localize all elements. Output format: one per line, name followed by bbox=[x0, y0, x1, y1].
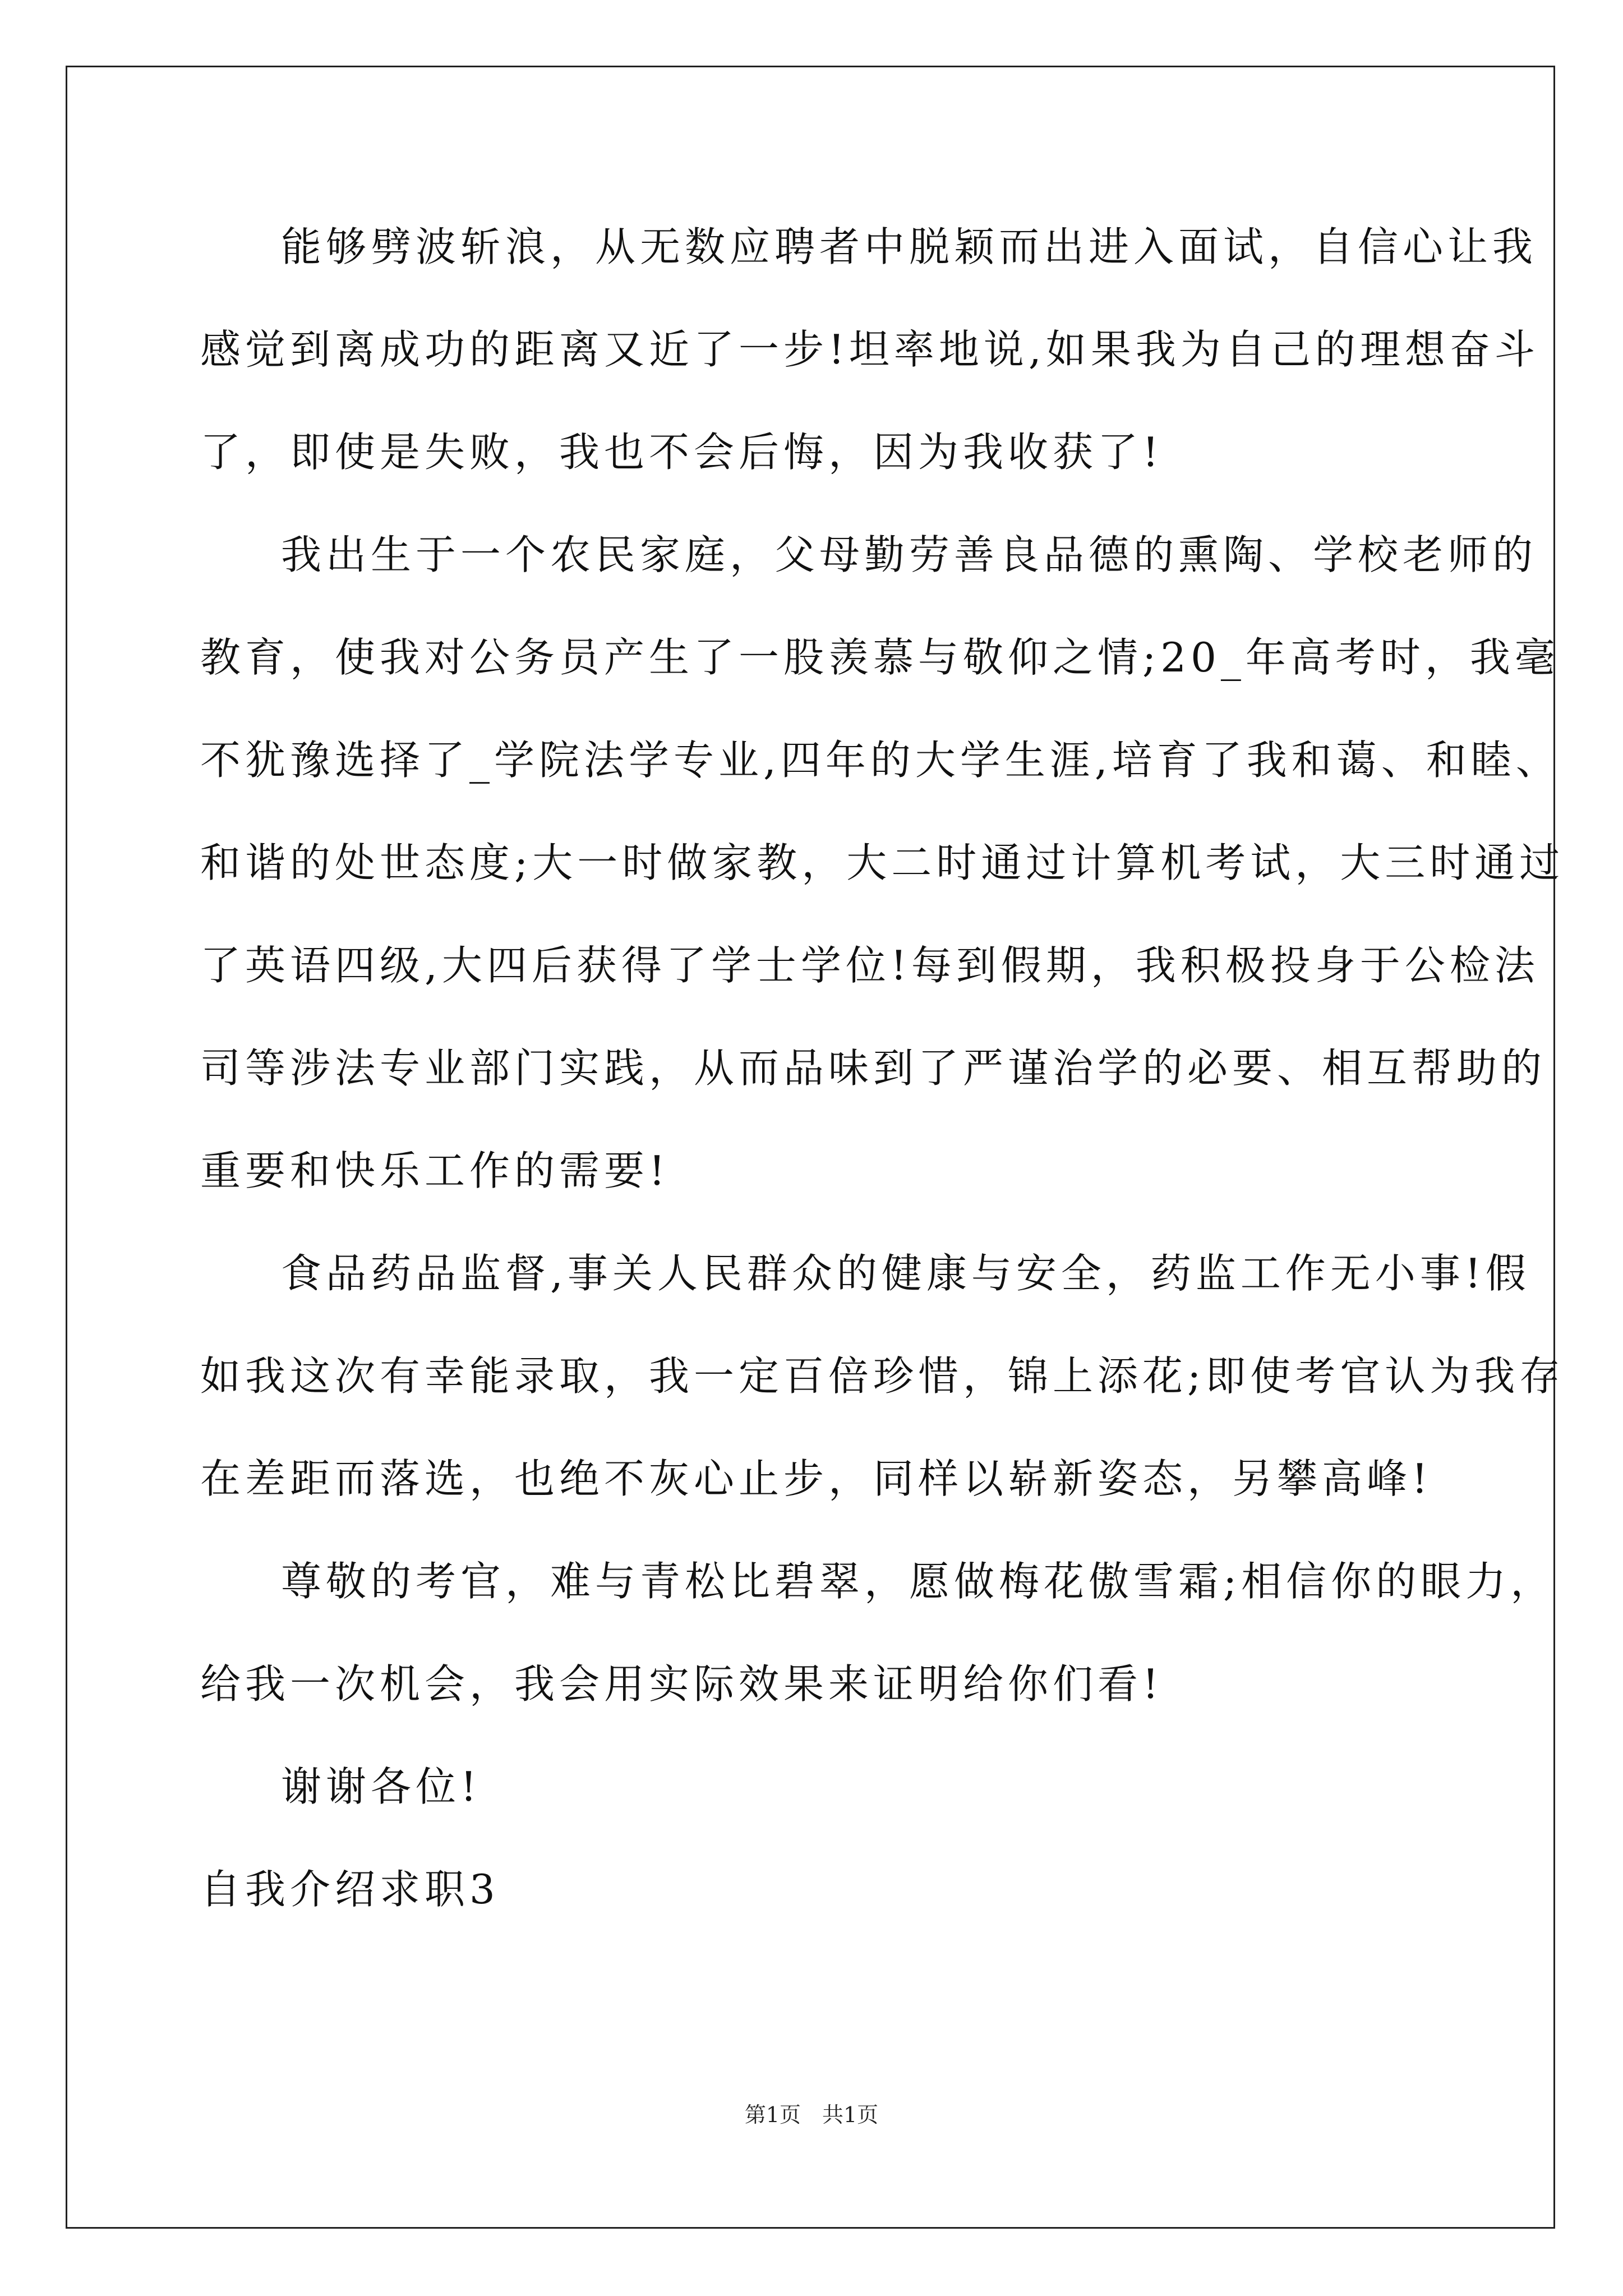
paragraph-2-line-6: 司等涉法专业部门实践，从而品味到了严谨治学的必要、相互帮助的 bbox=[200, 1045, 1547, 1092]
paragraph-3-line-2: 如我这次有幸能录取，我一定百倍珍惜，锦上添花;即使考官认为我存 bbox=[200, 1352, 1565, 1400]
closing-thanks: 谢谢各位! bbox=[281, 1763, 481, 1810]
paragraph-2-line-7: 重要和快乐工作的需要! bbox=[200, 1147, 670, 1194]
paragraph-3-line-1: 食品药品监督,事关人民群众的健康与安全，药监工作无小事!假 bbox=[281, 1250, 1530, 1297]
page-footer: 第1页 共1页 bbox=[744, 2102, 879, 2127]
section-heading: 自我介绍求职3 bbox=[200, 1866, 500, 1913]
paragraph-1-line-2: 感觉到离成功的距离又近了一步!坦率地说,如果我为自己的理想奋斗 bbox=[200, 326, 1539, 373]
paragraph-2-line-5: 了英语四级,大四后获得了学士学位!每到假期，我积极投身于公检法 bbox=[200, 942, 1539, 989]
paragraph-1-line-1: 能够劈波斩浪，从无数应聘者中脱颖而出进入面试，自信心让我 bbox=[281, 223, 1538, 270]
paragraph-2-line-4: 和谐的处世态度;大一时做家教，大二时通过计算机考试，大三时通过 bbox=[200, 839, 1565, 886]
paragraph-2-line-1: 我出生于一个农民家庭，父母勤劳善良品德的熏陶、学校老师的 bbox=[281, 531, 1538, 578]
paragraph-4-line-2: 给我一次机会，我会用实际效果来证明给你们看! bbox=[200, 1660, 1163, 1708]
paragraph-2-line-3: 不犹豫选择了_学院法学专业,四年的大学生涯,培育了我和蔼、和睦、 bbox=[200, 737, 1561, 784]
paragraph-2-line-2: 教育，使我对公务员产生了一股羡慕与敬仰之情;20_年高考时，我毫 bbox=[200, 634, 1560, 681]
paragraph-4-line-1: 尊敬的考官，难与青松比碧翠，愿做梅花傲雪霜;相信你的眼力， bbox=[281, 1558, 1556, 1605]
paragraph-3-line-3: 在差距而落选，也绝不灰心止步，同样以崭新姿态，另攀高峰! bbox=[200, 1455, 1432, 1502]
paragraph-1-line-3: 了，即使是失败，我也不会后悔，因为我收获了! bbox=[200, 429, 1163, 476]
